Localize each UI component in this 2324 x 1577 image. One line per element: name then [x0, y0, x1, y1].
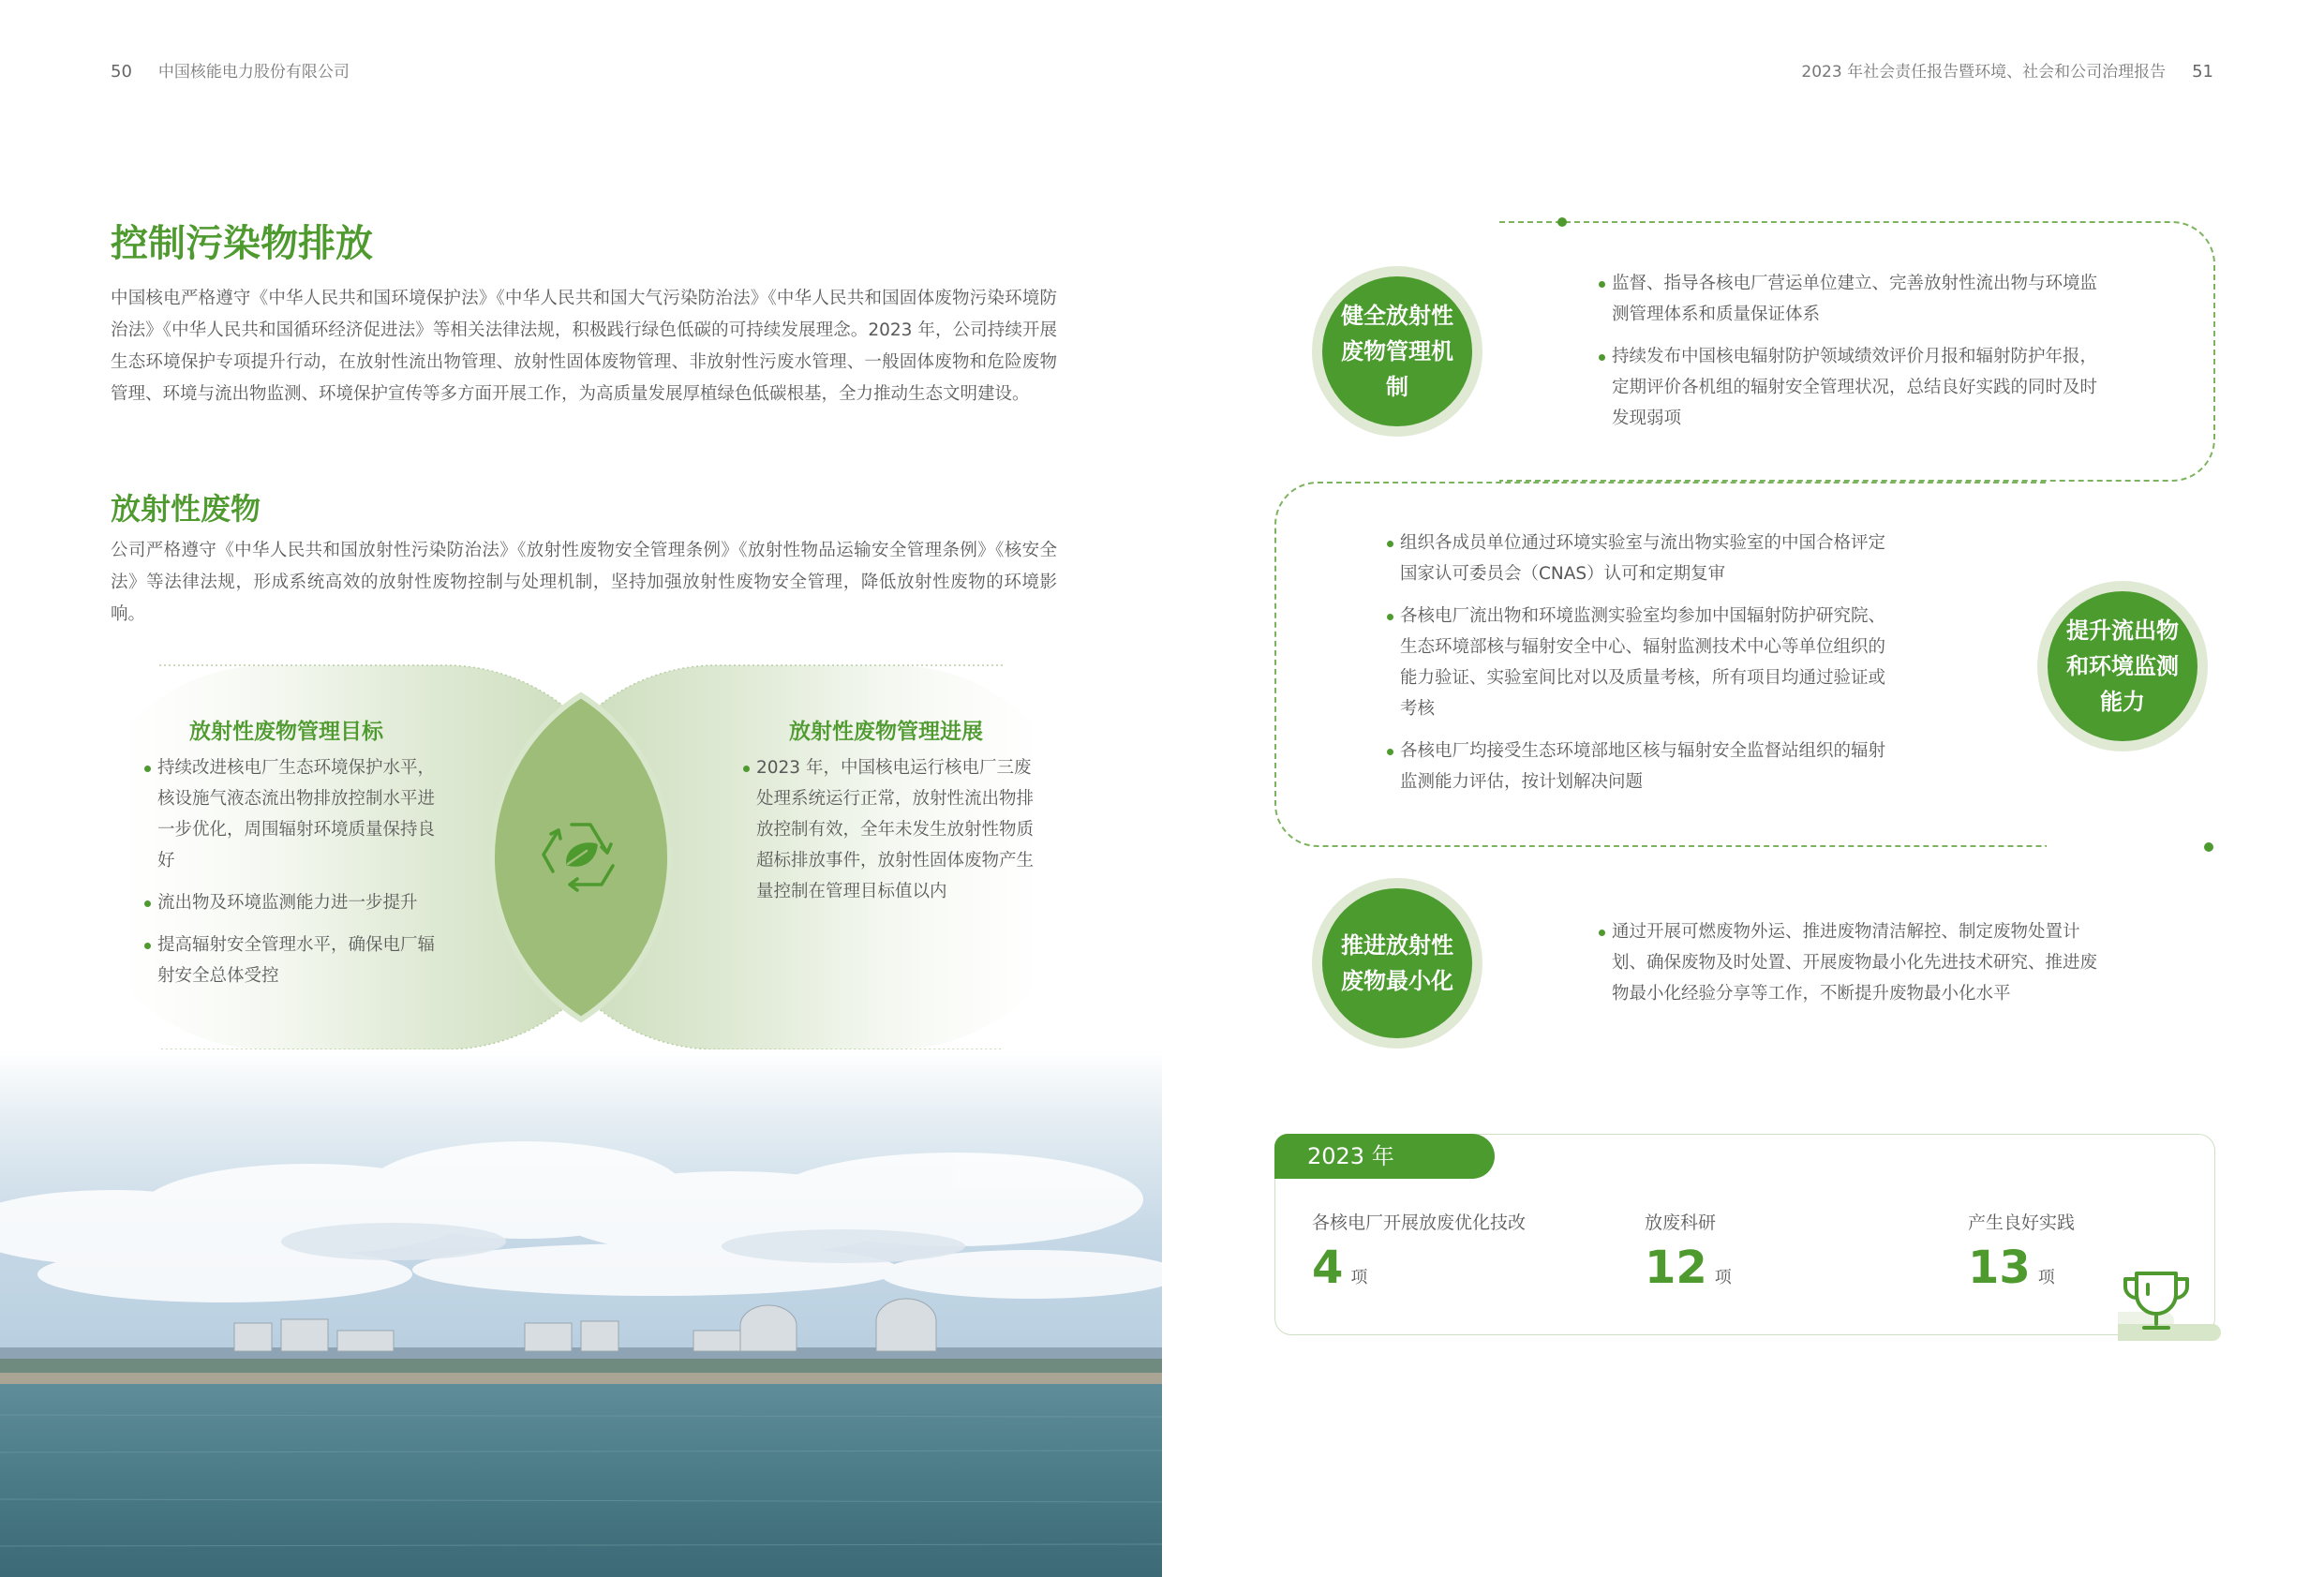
list-item: 各核电厂均接受生态环境部地区核与辐射安全监督站组织的辐射监测能力评估，按计划解决问题: [1387, 736, 1893, 797]
measure-title-3: 推进放射性废物最小化: [1322, 888, 1472, 1038]
right-page-number: 51: [2192, 62, 2213, 82]
stat-label: 放废科研: [1645, 1213, 1717, 1233]
list-item: 流出物及环境监测能力进一步提升: [144, 887, 435, 918]
stat-label: 各核电厂开展放废优化技改: [1312, 1213, 1527, 1233]
stat-unit: 项: [1350, 1268, 1368, 1287]
list-item: 提高辐射安全管理水平，确保电厂辐射安全总体受控: [144, 930, 435, 991]
list-item: 2023 年，中国核电运行核电厂三废处理系统运行正常，放射性流出物排放控制有效，全年未发生放射性物质超标排放事件，放射性固体废物产生量控制在管理目标值以内: [743, 752, 1034, 907]
venn-left-list: [144, 752, 435, 1003]
trophy-icon: [2118, 1270, 2221, 1345]
company-name: 中国核能电力股份有限公司: [157, 63, 350, 82]
venn-right-list: [743, 752, 1034, 918]
venn-right-title: 放射性废物管理进展: [789, 720, 983, 744]
right-page-header: [1801, 58, 2213, 82]
list-item: 各核电厂流出物和环境监测实验室均参加中国辐射防护研究院、生态环境部核与辐射安全中心、辐射监测技术中心等单位组织的能力验证、实验室间比对以及质量考核，所有项目均通过验证或考核: [1387, 601, 1893, 724]
venn-diagram: [131, 656, 1035, 1059]
stat-item-2: [1645, 1209, 1732, 1294]
section-intro: 中国核电严格遵守《中华人民共和国环境保护法》《中华人民共和国大气污染防治法》《中华人民共和国固体废物污染环境防治法》《中华人民共和国循环经济促进法》等相关法律法规，积极践行绿色低碳的可持续发展理念。2023 年，公司持续开展生态环境保护专项提升行动，在放射性流出物管理、放射性固体废物管理、非放射性污废水管理、一般固体废物和危险废物管理、环境与流出物监测、环境保护宣传等多方面开展工作，为高质量发展厚植绿色低碳根基，全力推动生态文明建设。: [111, 289, 1057, 404]
stat-unit: 项: [2037, 1268, 2055, 1287]
list-item: 组织各成员单位通过环境实验室与流出物实验室的中国合格评定国家认可委员会（CNAS）认可和定期复审: [1387, 528, 1893, 589]
nuclear-plant-photo: [0, 1049, 1162, 1577]
measure-badge-3: [1312, 878, 1482, 1049]
measure-list-1: [1599, 268, 2105, 445]
measure-list-3: [1599, 916, 2105, 1020]
section-title: 控制污染物排放: [111, 222, 373, 265]
list-item: 通过开展可燃废物外运、推进废物清洁解控、制定废物处置计划、确保废物及时处置、开展废物最小化先进技术研究、推进废物最小化经验分享等工作，不断提升废物最小化水平: [1599, 916, 2105, 1009]
frame-dot-bottom: [2202, 841, 2215, 854]
measure-title-2: 提升流出物和环境监测能力: [2048, 591, 2197, 741]
measure-title-1: 健全放射性废物管理机制: [1322, 276, 1472, 426]
list-item: 持续发布中国核电辐射防护领域绩效评价月报和辐射防护年报，定期评价各机组的辐射安全管理状况，总结良好实践的同时及时发现弱项: [1599, 341, 2105, 434]
year-tab: 2023 年: [1274, 1134, 1495, 1179]
measure-badge-1: [1312, 266, 1482, 437]
stat-item-1: [1312, 1209, 1526, 1294]
subsection-text: 公司严格遵守《中华人民共和国放射性污染防治法》《放射性废物安全管理条例》《放射性物品运输安全管理条例》《核安全法》等法律法规，形成系统高效的放射性废物控制与处理机制，坚持加强放射性废物安全管理，降低放射性废物的环境影响。: [111, 541, 1057, 624]
subsection-title: 放射性废物: [111, 491, 261, 527]
list-item: 监督、指导各核电厂营运单位建立、完善放射性流出物与环境监测管理体系和质量保证体系: [1599, 268, 2105, 330]
report-title: 2023 年社会责任报告暨环境、社会和公司治理报告: [1801, 63, 2167, 82]
list-item: 持续改进核电厂生态环境保护水平，核设施气液态流出物排放控制水平进一步优化，周围辐射环境质量保持良好: [144, 752, 435, 876]
stat-unit: 项: [1714, 1268, 1732, 1287]
venn-left-title: 放射性废物管理目标: [189, 720, 383, 744]
left-page-number: 50: [111, 62, 132, 82]
stat-value: 13: [1968, 1242, 2031, 1294]
frame-dot-top: [1556, 216, 1569, 229]
measure-list-2: [1387, 528, 1893, 809]
stat-item-3: [1968, 1209, 2075, 1294]
measure-badge-2: [2037, 581, 2208, 751]
left-page-header: [111, 58, 350, 82]
stat-value: 12: [1645, 1242, 1707, 1294]
stat-value: 4: [1312, 1242, 1344, 1294]
stat-label: 产生良好实践: [1968, 1213, 2076, 1233]
